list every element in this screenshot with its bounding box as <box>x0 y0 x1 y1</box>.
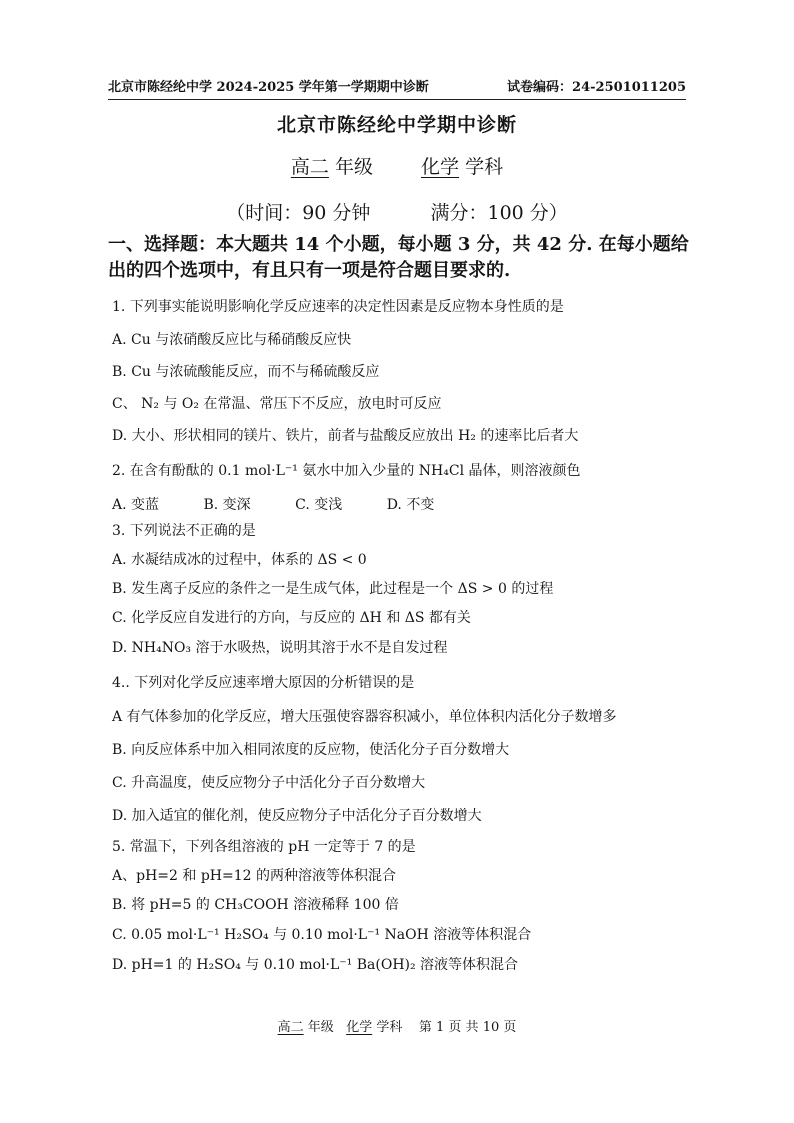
question-2: 2. 在含有酚酞的 0.1 mol·L⁻¹ 氨水中加入少量的 NH₄Cl 晶体，则溶液颜色 <box>112 463 581 479</box>
q3-option-c: C. 化学反应自发进行的方向，与反应的 ΔH 和 ΔS 都有关 <box>112 610 471 626</box>
q1-option-d: D. 大小、形状相同的镁片、铁片，前者与盐酸反应放出 H₂ 的速率比后者大 <box>112 428 579 444</box>
score-info: 满分：100 分） <box>430 202 568 224</box>
subject-label: 学科 <box>465 156 504 178</box>
q1-option-a: A. Cu 与浓硝酸反应比与稀硝酸反应快 <box>112 332 352 348</box>
question-1: 1. 下列事实能说明影响化学反应速率的决定性因素是反应物本身性质的是 <box>112 299 564 315</box>
footer-subject-label: 学科 <box>376 1020 403 1035</box>
footer-grade-label: 年级 <box>307 1020 334 1035</box>
page-number: 第 1 页 共 10 页 <box>418 1020 517 1035</box>
footer-subject: 化学 <box>346 1020 373 1035</box>
q4-option-b: B. 向反应体系中加入相同浓度的反应物，使活化分子百分数增大 <box>112 742 510 758</box>
q2-option-b: B. 变深 <box>203 497 251 513</box>
q2-option-d: D. 不变 <box>386 497 435 513</box>
q2-options <box>112 494 434 514</box>
q4-option-d: D. 加入适宜的催化剂，使反应物分子中活化分子百分数增大 <box>112 808 482 824</box>
grade-label: 年级 <box>334 156 373 178</box>
q5-option-d: D. pH=1 的 H₂SO₄ 与 0.10 mol·L⁻¹ Ba(OH)₂ 溶液等体积混合 <box>112 957 519 973</box>
school-term: 北京市陈经纶中学 2024-2025 学年第一学期期中诊断 <box>108 80 429 95</box>
q1-option-b: B. Cu 与浓硫酸能反应，而不与稀硫酸反应 <box>112 364 380 380</box>
grade-value: 高二 <box>290 156 329 178</box>
q5-option-b: B. 将 pH=5 的 CH₃COOH 溶液稀释 100 倍 <box>112 897 399 913</box>
q3-option-a: A. 水凝结成冰的过程中，体系的 ΔS < 0 <box>112 552 367 568</box>
page-header <box>108 76 686 100</box>
q5-option-a: A、pH=2 和 pH=12 的两种溶液等体积混合 <box>112 868 396 884</box>
section-heading: 一、选择题：本大题共 14 个小题，每小题 3 分，共 42 分. 在每小题给出的四个选项中，有且只有一项是符合题目要求的. <box>108 234 689 281</box>
q4-option-a: A 有气体参加的化学反应，增大压强使容器容积减小，单位体积内活化分子数增多 <box>112 709 617 725</box>
subject-value: 化学 <box>421 156 460 178</box>
q4-option-c: C. 升高温度，使反应物分子中活化分子百分数增大 <box>112 775 426 791</box>
q5-option-c: C. 0.05 mol·L⁻¹ H₂SO₄ 与 0.10 mol·L⁻¹ NaOH 溶液等体积混合 <box>112 927 532 943</box>
exam-title: 北京市陈经纶中学期中诊断 <box>276 114 517 136</box>
page-footer <box>0 1016 794 1035</box>
q1-option-c: C、 N₂ 与 O₂ 在常温、常压下不反应，放电时可反应 <box>112 396 442 412</box>
exam-code: 试卷编码：24-2501011205 <box>507 80 686 95</box>
time-info: （时间：90 分钟 <box>226 202 371 224</box>
q2-option-a: A. 变蓝 <box>112 497 160 513</box>
question-5: 5. 常温下，下列各组溶液的 pH 一定等于 7 的是 <box>112 839 416 855</box>
time-score-line <box>0 198 794 225</box>
q3-option-b: B. 发生离子反应的条件之一是生成气体，此过程是一个 ΔS > 0 的过程 <box>112 581 554 597</box>
grade-subject-line <box>0 152 794 179</box>
question-3: 3. 下列说法不正确的是 <box>112 523 256 539</box>
question-4: 4.. 下列对化学反应速率增大原因的分析错误的是 <box>112 675 415 691</box>
q3-option-d: D. NH₄NO₃ 溶于水吸热，说明其溶于水不是自发过程 <box>112 640 448 656</box>
q2-option-c: C. 变浅 <box>295 497 343 513</box>
footer-grade: 高二 <box>277 1020 304 1035</box>
